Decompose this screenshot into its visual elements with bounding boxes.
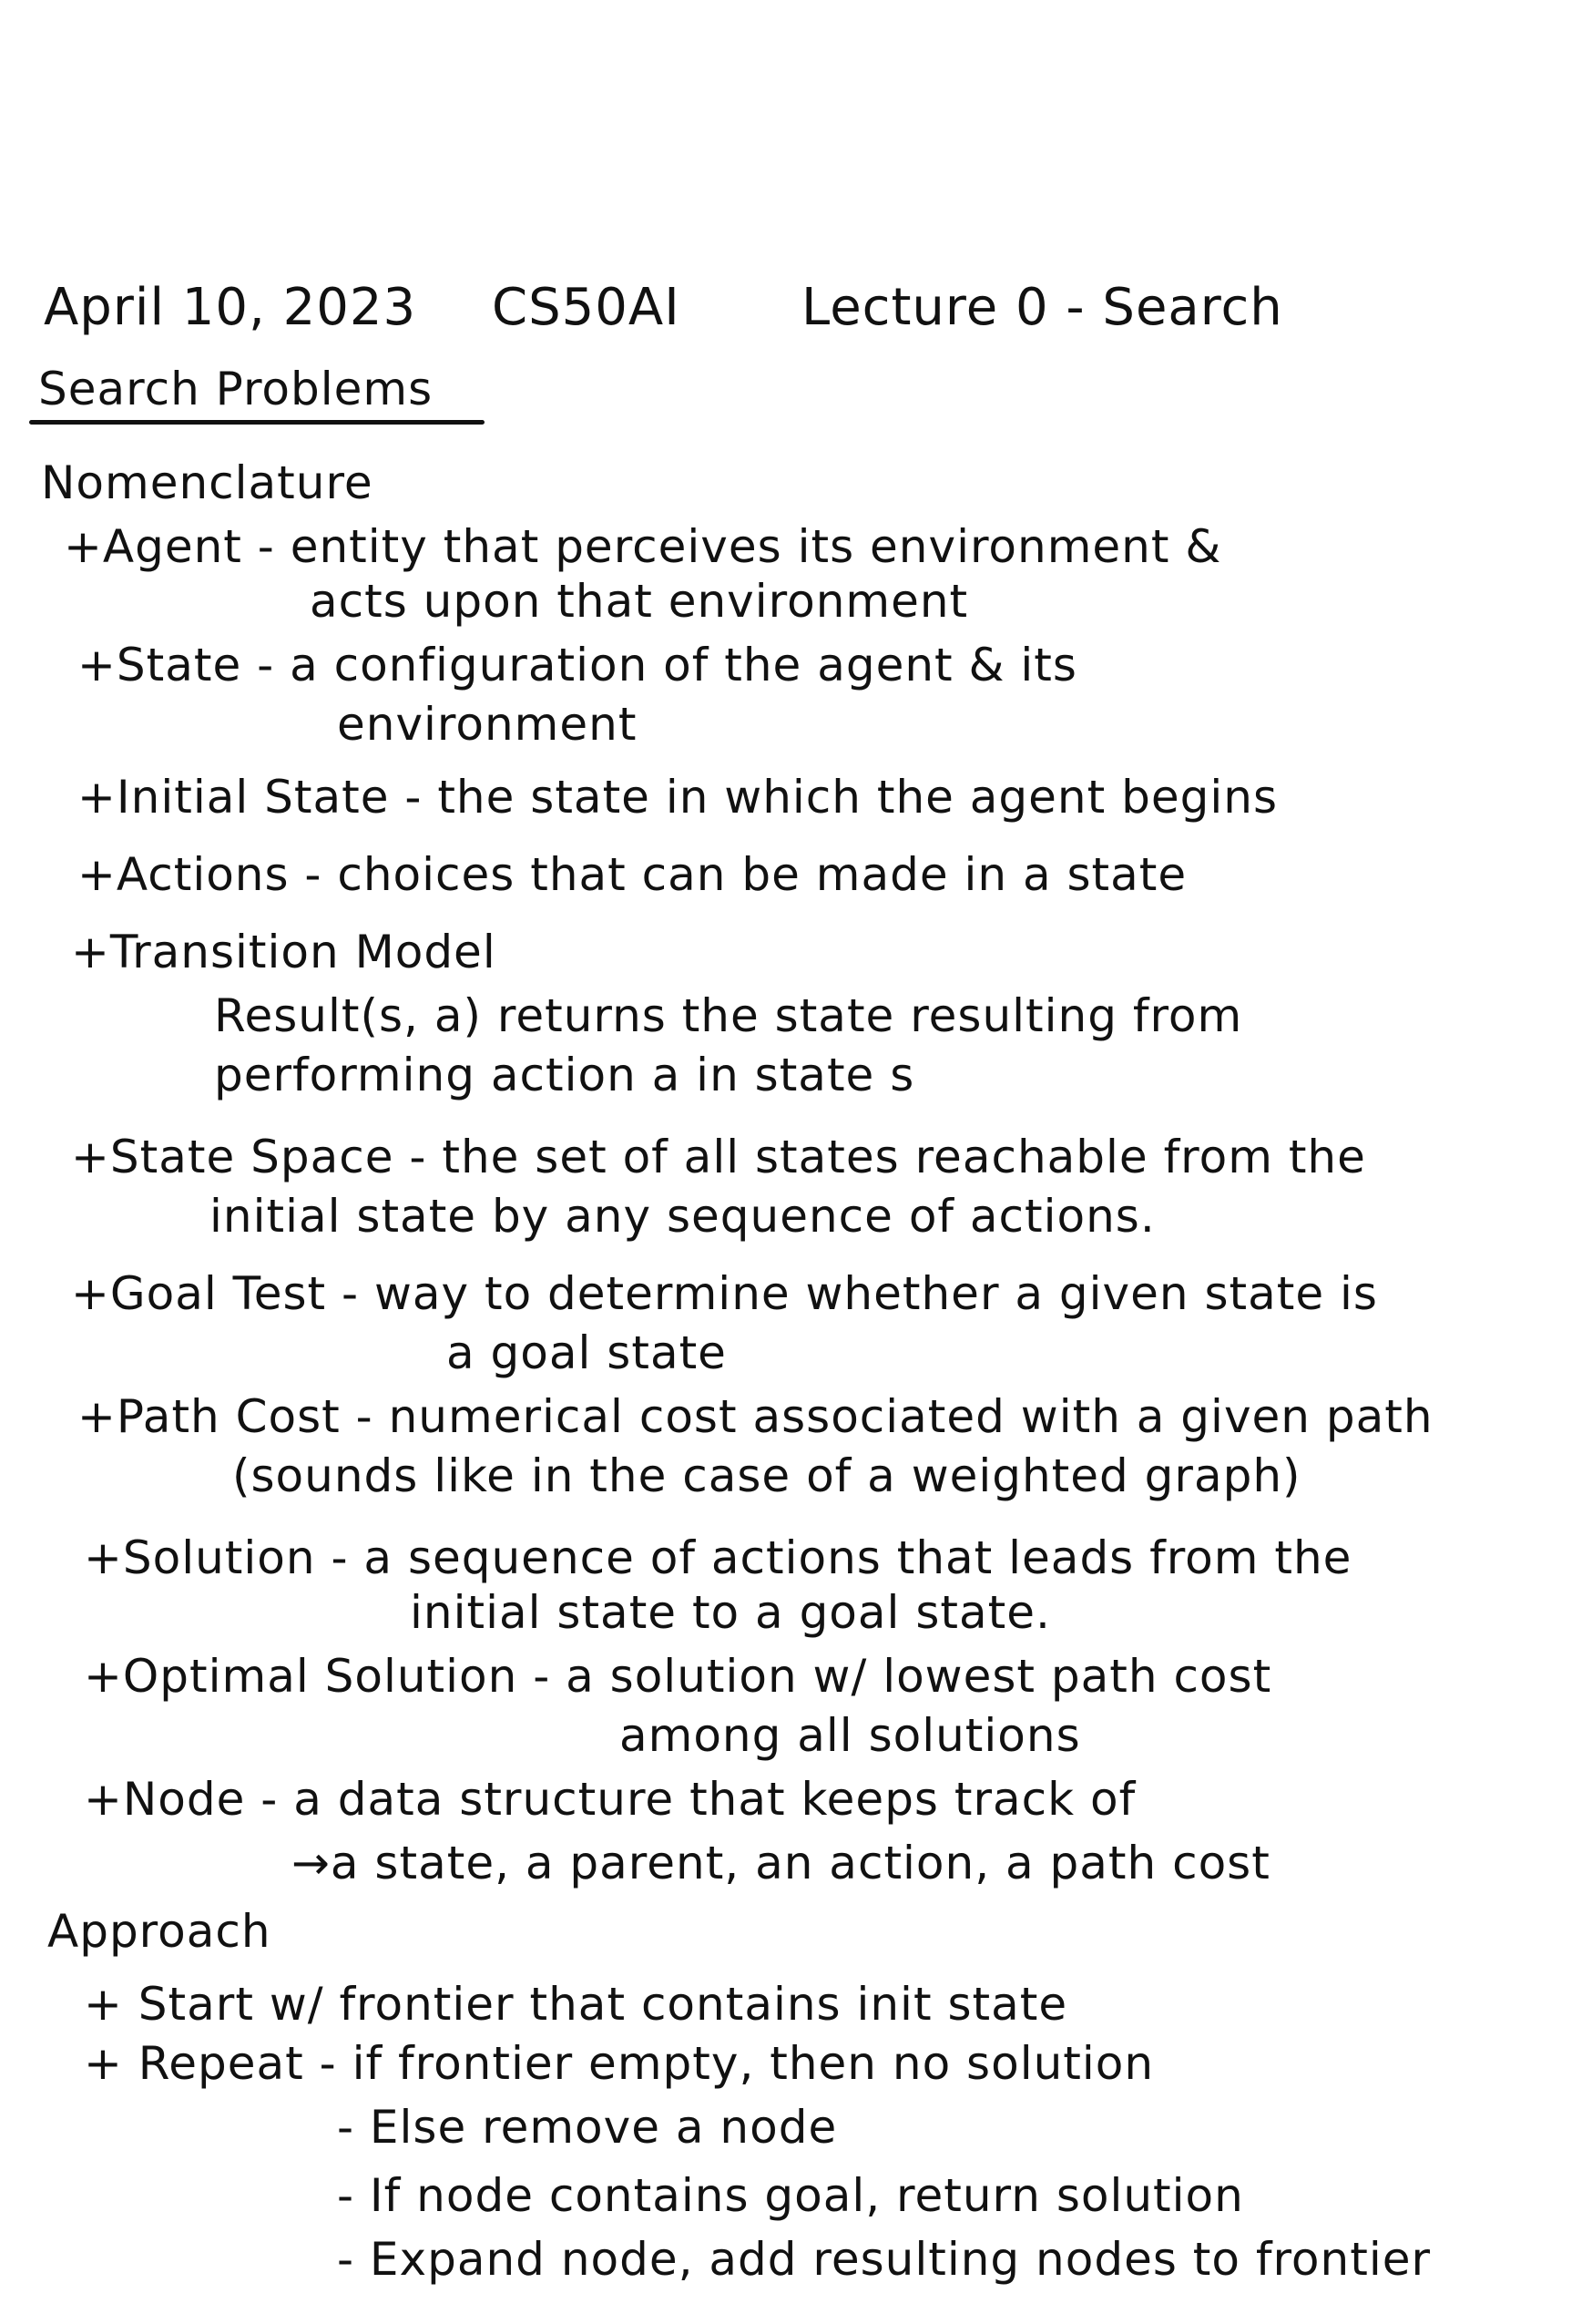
approach-heading: Approach [47,1905,271,1958]
item-state-line1: +State - a configuration of the agent & its [77,639,1077,691]
item-actions: +Actions - choices that can be made in a state [77,848,1188,901]
approach-line-goal: - If node contains goal, return solution [337,2169,1244,2222]
item-optimal-solution-line1: +Optimal Solution - a solution w/ lowest path cost [84,1650,1272,1703]
approach-line-expand: - Expand node, add resulting nodes to frontier [337,2233,1432,2286]
approach-line-start: + Start w/ frontier that contains init state [84,1978,1068,2031]
item-node-line1: +Node - a data structure that keeps track of [84,1773,1137,1826]
item-path-cost-line1: +Path Cost - numerical cost associated with a given path [77,1390,1434,1443]
item-node-line2: →a state, a parent, an action, a path cost [291,1837,1271,1889]
item-solution-line2: initial state to a goal state. [410,1586,1051,1639]
item-transition-model-line3: performing action a in state s [214,1049,915,1101]
approach-line-repeat: + Repeat - if frontier empty, then no solution [84,2037,1155,2090]
item-path-cost-line2: (sounds like in the case of a weighted graph) [232,1449,1301,1502]
item-goal-test-line2: a goal state [446,1326,727,1379]
item-solution-line1: +Solution - a sequence of actions that leads from the [84,1531,1352,1584]
section-underline [29,420,485,425]
section-title: Search Problems [38,363,434,415]
item-state-space-line1: +State Space - the set of all states reachable from the [71,1131,1366,1183]
note-course: CS50AI [492,278,680,337]
item-transition-model-line2: Result(s, a) returns the state resulting from [214,989,1243,1042]
approach-line-else: - Else remove a node [337,2101,838,2154]
item-state-space-line2: initial state by any sequence of actions. [209,1190,1156,1243]
item-agent-line1: +Agent - entity that perceives its environment & [64,520,1222,573]
note-date: April 10, 2023 [44,278,417,337]
item-agent-line2: acts upon that environment [310,575,969,628]
note-lecture-title: Lecture 0 - Search [801,278,1283,337]
item-optimal-solution-line2: among all solutions [619,1709,1081,1762]
item-initial-state: +Initial State - the state in which the agent begins [77,771,1278,824]
item-transition-model-line1: +Transition Model [71,926,496,978]
item-state-line2: environment [337,698,638,751]
nomenclature-heading: Nomenclature [41,456,373,509]
item-goal-test-line1: +Goal Test - way to determine whether a given state is [71,1267,1378,1320]
